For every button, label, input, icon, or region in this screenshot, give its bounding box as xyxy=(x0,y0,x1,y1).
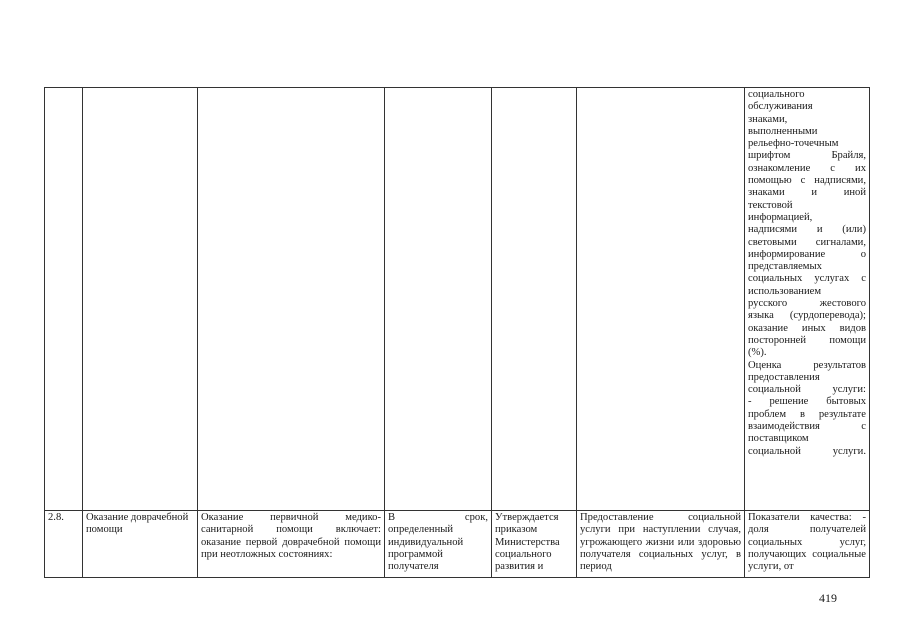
service-name: Оказание доврачебной помощи xyxy=(86,512,189,536)
service-conditions: Предоставление социальной услуги при наступлении случая, угрожающего жизни или здоровью получателя социальных услуг, в период xyxy=(580,512,741,573)
text-line: выполненными xyxy=(748,125,818,137)
text-line: взаимодействия с xyxy=(748,421,866,433)
cell-service-content xyxy=(198,511,385,578)
text-line: проблем в результате xyxy=(748,408,866,420)
quality-indicators-text xyxy=(748,89,866,458)
cell-service-name xyxy=(83,511,198,578)
cell-number xyxy=(45,88,83,511)
text-line: представляемых xyxy=(748,261,822,273)
text-line: - решение бытовых xyxy=(748,396,866,408)
row-number: 2.8. xyxy=(48,512,64,523)
cell-quality-indicators xyxy=(745,511,870,578)
services-table xyxy=(44,87,870,578)
text-line: надписями и (или) xyxy=(748,224,866,236)
text-line: световыми сигналами, xyxy=(748,236,866,248)
text-line: знаками и иной xyxy=(748,187,866,199)
text-line: использованием xyxy=(748,285,822,297)
page-number: 419 xyxy=(819,591,837,605)
cell-service-timing xyxy=(385,511,492,578)
service-content: Оказание первичной медико-санитарной помощи включает: оказание первой доврачебной помощи при неотложных состояниях: xyxy=(201,512,381,560)
text-line: информирование о xyxy=(748,248,866,260)
text-line: обслуживания xyxy=(748,101,813,113)
text-line: (%). xyxy=(748,347,767,359)
cell-service-conditions xyxy=(577,88,745,511)
text-line: ознакомление с их xyxy=(748,162,866,174)
text-line: оказание иных видов xyxy=(748,322,866,334)
cell-service-tariff xyxy=(492,511,577,578)
text-line: шрифтом Брайля, xyxy=(748,150,866,162)
text-line: помощью с надписями, xyxy=(748,175,866,187)
quality-indicators: Показатели качества: - доля получателей социальных услуг, получающих социальные услуги, от xyxy=(748,512,866,573)
text-line: знаками, xyxy=(748,113,788,125)
text-line: русского жестового xyxy=(748,298,866,310)
text-line: Оценка результатов xyxy=(748,359,866,371)
cell-service-timing xyxy=(385,88,492,511)
text-line: социальной услуги. xyxy=(748,445,866,457)
text-line: социальных услугах с xyxy=(748,273,866,285)
cell-service-tariff xyxy=(492,88,577,511)
text-line: посторонней помощи xyxy=(748,334,866,346)
text-line: социального xyxy=(748,89,805,100)
service-timing: В срок, определенный индивидуальной программой получателя xyxy=(388,512,488,573)
cell-number xyxy=(45,511,83,578)
table-row-continued xyxy=(45,88,870,511)
service-tariff: Утверждается приказом Министерства социального развития и xyxy=(495,512,560,573)
cell-service-conditions xyxy=(577,511,745,578)
text-line: поставщиком xyxy=(748,433,809,445)
table-row-2-8 xyxy=(45,511,870,578)
text-line: текстовой xyxy=(748,199,793,211)
text-line: информацией, xyxy=(748,211,813,223)
text-line: предоставления xyxy=(748,371,820,383)
text-line: социальной услуги: xyxy=(748,384,866,396)
cell-service-name xyxy=(83,88,198,511)
text-line: языка (сурдоперевода); xyxy=(748,310,866,322)
text-line: рельефно-точечным xyxy=(748,138,839,150)
cell-quality-indicators xyxy=(745,88,870,511)
cell-service-content xyxy=(198,88,385,511)
